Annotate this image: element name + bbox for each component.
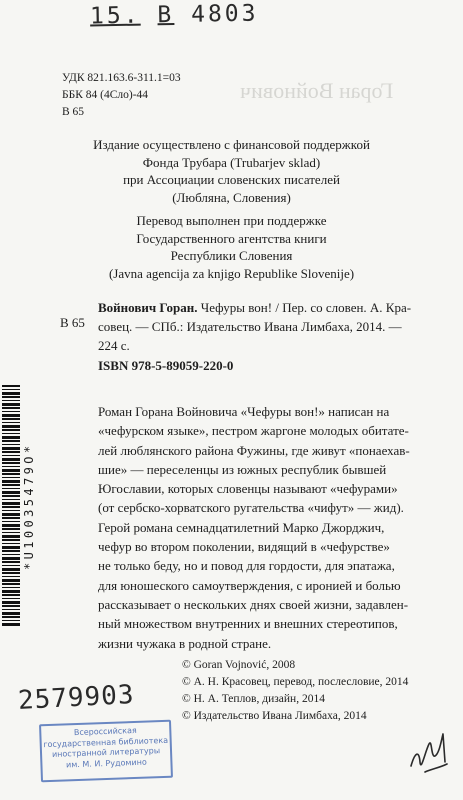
classification-codes: [62, 70, 181, 121]
support-line: (Javna agencija za knjigo Republike Slovenije): [108, 265, 355, 281]
funding-line: Фонда Трубара (Trubarjev sklad): [142, 154, 321, 170]
annotation-line: не только беду, но и повод для гордости, для эпатажа,: [98, 558, 395, 574]
udk-code: УДК 821.163.6-311.1=03: [62, 72, 181, 84]
support-line: Перевод выполнен при поддержке: [136, 213, 327, 228]
bibl-title: Чефуры вон! / Пер. со словен. А. Кра-: [197, 300, 412, 315]
bbk-code: ББК 84 (4Сло)-44: [62, 89, 149, 101]
library-barcode: [2, 385, 36, 627]
handwritten-shelf-mark: [90, 1, 259, 30]
stamp-line: иностранной литературы: [51, 746, 161, 759]
shelf-mark-part2: В: [157, 2, 175, 29]
annotation-line: Герой романа семнадцатилетний Марко Джорджич,: [98, 519, 385, 535]
bibl-line-1: [98, 298, 418, 317]
bibliographic-record: [98, 298, 418, 355]
bibliographic-author-mark: В 65: [60, 315, 85, 330]
annotation-line: для юношеского самоутверждения, с иронией и болью: [98, 577, 401, 593]
copyright-line: © А. Н. Красовец, перевод, послесловие, 2014: [182, 676, 409, 688]
annotation-line: (от сербско-хорватского ругательства «чифут» — жид).: [98, 500, 404, 516]
support-line: Государственного агентства книги: [136, 230, 327, 246]
handwritten-inventory-number: 2579903: [17, 679, 136, 717]
annotation-line: «чефурском языке», пестром жаргоне молодых обитате-: [98, 423, 409, 439]
handwritten-signature: [405, 722, 455, 782]
annotation-line: Роман Горана Войновича «Чефуры вон!» написан на: [98, 404, 390, 419]
translation-support-note: [0, 212, 463, 282]
barcode-bars: [2, 385, 20, 627]
author-mark: В 65: [62, 106, 85, 118]
stamp-line: им. М. И. Рудомино: [65, 757, 147, 769]
barcode-digits: *U10035479O*: [22, 442, 36, 570]
annotation-line: шие» — переселенцы из южных республик бывшей: [98, 461, 387, 477]
bibl-line-3: 224 с.: [98, 338, 130, 353]
copyright-line: © Издательство Ивана Лимбаха, 2014: [182, 710, 367, 722]
annotation-paragraph: [98, 402, 443, 653]
stamp-line: государственная библиотека: [43, 735, 169, 749]
funding-line: при Ассоциации словенских писателей: [123, 172, 340, 187]
bibl-author: Войнович Горан.: [98, 300, 198, 315]
annotation-line: чефур во втором поколении, видящий в «чефурстве»: [98, 539, 390, 555]
support-line: Республики Словения: [170, 248, 293, 263]
annotation-line: лей люблянского района Фужины, где живут «понаехав-: [98, 442, 410, 458]
annotation-line: ный множеством внутренних и внешних стереотипов,: [98, 616, 398, 632]
annotation-line: Югославии, которых словенцы называют «чефурами»: [98, 481, 398, 497]
isbn: ISBN 978-5-89059-220-0: [98, 358, 234, 373]
annotation-line: рассказывает о нескольких днях своей жизни, задавлен-: [98, 596, 409, 612]
library-stamp: [39, 720, 173, 783]
funding-line: Издание осуществлено с финансовой поддержкой: [93, 137, 370, 152]
funding-line: (Любляна, Словения): [172, 189, 291, 205]
annotation-line: жизни чужака в родной стране.: [98, 635, 272, 651]
copyright-block: [182, 657, 408, 725]
shelf-mark-part3: 4803: [190, 0, 259, 28]
stamp-line: Всероссийская: [73, 725, 137, 738]
bibl-line-2: совец. — СПб.: Издательство Ивана Лимбаха, 2014. —: [98, 319, 402, 334]
show-through-text: Горан Войнович: [240, 78, 394, 103]
copyright-line: © Н. А. Теплов, дизайн, 2014: [182, 693, 325, 705]
funding-note: [0, 136, 463, 206]
copyright-line: © Goran Vojnović, 2008: [182, 659, 296, 671]
shelf-mark-part1: 15.: [89, 2, 141, 30]
